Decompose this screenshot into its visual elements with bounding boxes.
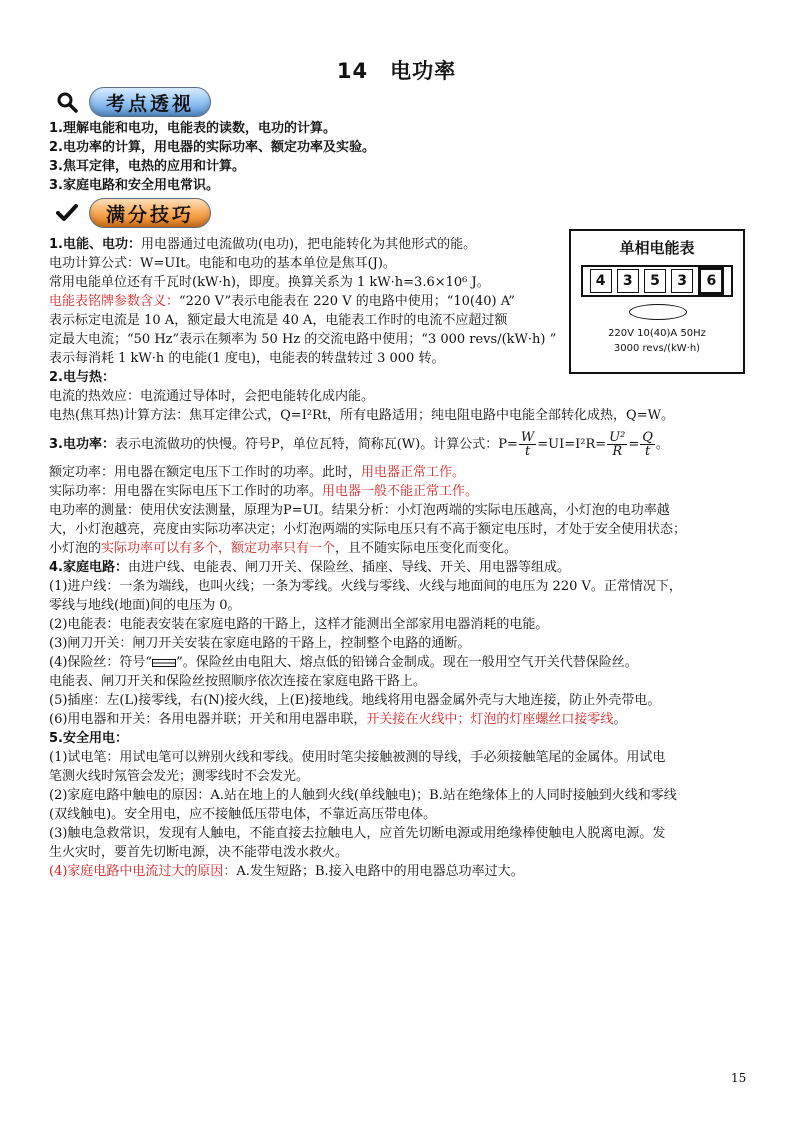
denominator: t (524, 443, 531, 459)
highlight-text: 用电器正常工作。 (361, 465, 466, 480)
text: 小灯泡的 (49, 541, 102, 556)
checkmark-icon (55, 201, 79, 225)
text-line: (5)插座：左(L)接零线，右(N)接火线，上(E)接地线。地线将用电器金属外壳与大地连接，防止外壳带电。 (49, 693, 661, 708)
text-line: 笔测火线时氖管会发光；测零线时不会发光。 (49, 769, 310, 784)
text-line: (2)家庭电路中触电的原因：A.站在地上的人触到火线(单线触电)；B.站在绝缘体上的人同时接触到火线和零线 (49, 788, 677, 803)
meter-spec-rating: 220V 10(40)A 50Hz (608, 328, 706, 339)
text: 。 (613, 712, 627, 727)
highlight-text: (4)家庭电路中电流过大的原因： (49, 864, 237, 879)
text: 。 (655, 436, 669, 452)
text-line: 零线与地线(地面)间的电压为 0。 (49, 598, 241, 613)
text: = (628, 436, 640, 452)
text: (6)用电器和开关：各用电器并联；开关和用电器串联， (49, 712, 367, 727)
meter-digit: 4 (590, 269, 612, 293)
section-label: 考点透视 (89, 87, 211, 117)
text-line: 常用电能单位还有千瓦时(kW·h)，即度。换算关系为 1 kW·h=3.6×10⁶ J。 (49, 275, 490, 290)
text-line: 电功计算公式：W=UIt。电能和电功的基本单位是焦耳(J)。 (49, 256, 396, 271)
fuse-symbol-icon (152, 659, 176, 667)
text-line: (1)试电笔：用试电笔可以辨别火线和零线。使用时笔尖接触被测的导线，手必须接触笔尾的金属体。用试电 (49, 750, 666, 765)
text: (4)保险丝：符号“ (49, 655, 153, 670)
text: 实际功率：用电器在实际电压下工作时的功率。 (49, 484, 323, 499)
text-line: (1)进户线：一条为端线，也叫火线；一条为零线。火线与零线、火线与地面间的电压为 220 V。正常情况下， (49, 579, 682, 594)
text-line: 大，小灯泡越亮，亮度由实际功率决定；小灯泡两端的实际电压只有不高于额定电压时，才处于安全使用状态； (49, 522, 687, 537)
denominator: R (612, 443, 623, 459)
formula-fraction (519, 431, 536, 458)
text-line (49, 482, 686, 501)
text-line: (双线触电)。安全用电，应不接触低压带电体，不靠近高压带电体。 (49, 807, 437, 822)
highlight-text: 电能表铭牌参数含义： (49, 294, 180, 309)
text-line: 电能表、闸刀开关和保险丝按照顺序依次连接在家庭电路干路上。 (49, 674, 427, 689)
text-line (49, 463, 686, 482)
text: ，且不随实际电压变化而变化。 (335, 541, 518, 556)
text-line (49, 539, 686, 558)
list-item: 3.焦耳定律，电热的应用和计算。 (49, 159, 245, 174)
formula-fraction (640, 431, 655, 458)
section-label: 满分技巧 (89, 198, 211, 228)
item-heading: 5.安全用电： (49, 731, 128, 746)
meter-spec-revs: 3000 revs/(kW·h) (613, 343, 701, 354)
text: 表示电流做功的快慢。符号P，单位瓦特，简称瓦(W)。计算公式：P= (114, 436, 518, 452)
text-line: 定最大电流；“50 Hz”表示在频率为 50 Hz 的交流电路中使用；“3 000 revs/(kW·h) ” (49, 332, 557, 347)
numerator: U² (609, 429, 626, 445)
text: 用电器通过电流做功(电功)，把电能转化为其他形式的能。 (140, 237, 477, 252)
page-number: 15 (731, 1071, 747, 1085)
text-line: 电流的热效应：电流通过导体时，会把电能转化成内能。 (49, 389, 375, 404)
highlight-text: 实际功率可以有多个，额定功率只有一个 (101, 541, 336, 556)
item-heading: 4.家庭电路： (49, 560, 128, 575)
meter-digit: 3 (671, 269, 693, 293)
numerator: Q (642, 429, 653, 445)
item-heading: 1.电能、电功： (49, 237, 141, 252)
meter-title: 单相电能表 (619, 239, 695, 257)
list-item: 2.电功率的计算，用电器的实际功率、额定功率及实验。 (49, 140, 375, 155)
item-heading: 3.电功率： (49, 436, 115, 452)
text-line (49, 710, 686, 729)
text: 由进户线、电能表、闸刀开关、保险丝、插座、导线、开关、用电器等组成。 (127, 560, 570, 575)
section-heading-tips (55, 198, 211, 228)
text: “220 V”表示电能表在 220 V 的电路中使用；“10(40) A” (179, 294, 515, 309)
text-line: 电功率的测量：使用伏安法测量，原理为P=UI。结果分析：小灯泡两端的实际电压越高，小灯泡的电功率越 (49, 503, 670, 518)
text-line (49, 653, 686, 672)
text-line: (3)闸刀开关：闸刀开关安装在家庭电路的干路上，控制整个电路的通断。 (49, 636, 471, 651)
search-icon (55, 90, 79, 114)
highlight-text: 开关接在火线中；灯泡的灯座螺丝口接零线 (366, 712, 614, 727)
text-line: 表示每消耗 1 kW·h 的电能(1 度电)，电能表的转盘转过 3 000 转。 (49, 351, 445, 366)
numerator: W (520, 429, 535, 445)
text: ”。保险丝由电阻大、熔点低的铅锑合金制成。现在一般用空气开关代替保险丝。 (176, 655, 638, 670)
item-heading: 2.电与热： (49, 370, 115, 385)
text-line (49, 292, 686, 311)
formula-fraction (607, 431, 627, 458)
text: =UI=I²R= (537, 436, 607, 452)
list-item: 3.家庭电路和安全用电常识。 (49, 178, 219, 193)
denominator: t (644, 443, 651, 459)
page-title: 14 电功率 (336, 59, 457, 83)
text-line: 表示标定电流是 10 A，额定最大电流是 40 A，电能表工作时的电流不应超过额 (49, 313, 508, 328)
list-item: 1.理解电能和电功，电能表的读数，电功的计算。 (49, 121, 336, 136)
text-line-formula (49, 425, 686, 463)
meter-digit: 3 (617, 269, 639, 293)
text-line (49, 235, 686, 254)
text-line (49, 862, 686, 881)
text-line: (2)电能表：电能表安装在家庭电路的干路上，这样才能测出全部家用电器消耗的电能。 (49, 617, 549, 632)
key-points-list (49, 119, 375, 195)
meter-digit: 5 (644, 269, 666, 293)
text: 额定功率：用电器在额定电压下工作时的功率。此时， (49, 465, 362, 480)
highlight-text: 用电器一般不能正常工作。 (322, 484, 479, 499)
section-heading-key-points (55, 87, 211, 117)
tips-content (49, 235, 686, 881)
meter-digit-decimal: 6 (698, 267, 724, 295)
text-line: (3)触电急救常识，发现有人触电，不能直接去拉触电人，应首先切断电源或用绝缘棒使触电人脱离电源。发 (49, 826, 666, 841)
text: A.发生短路；B.接入电路中的用电器总功率过大。 (236, 864, 524, 879)
text-line (49, 558, 686, 577)
text-line: 生火灾时，要首先切断电源，决不能带电泼水救火。 (49, 845, 349, 860)
text-line: 电热(焦耳热)计算方法：焦耳定律公式，Q=I²Rt，所有电路适用；纯电阻电路中电能全部转化成热，Q=W。 (49, 408, 674, 423)
